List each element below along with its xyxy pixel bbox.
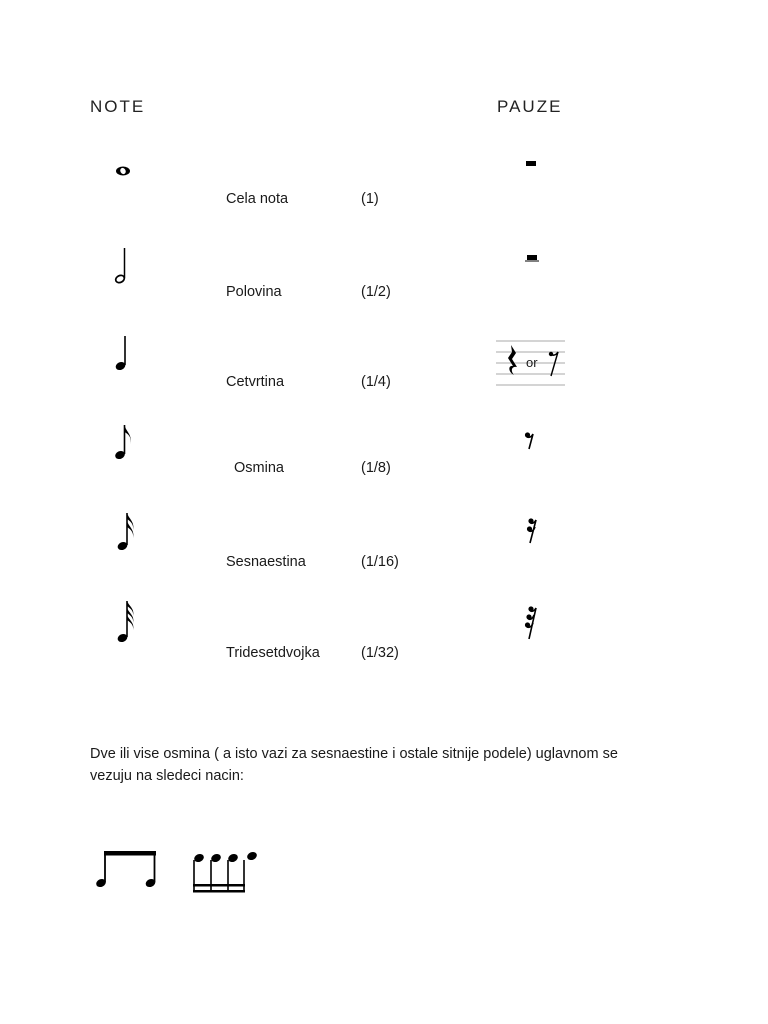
thirty-second-note-icon bbox=[116, 600, 142, 646]
half-rest-icon bbox=[525, 254, 541, 264]
beamed-eighth-notes-icon bbox=[94, 848, 158, 892]
or-label: or bbox=[526, 355, 538, 370]
half-note-value: (1/2) bbox=[361, 284, 391, 300]
paragraph-line-2: vezuju na sledeci nacin: bbox=[90, 768, 244, 784]
eighth-rest-icon bbox=[524, 431, 536, 453]
rests-heading: PAUZE bbox=[497, 97, 563, 116]
eighth-note-icon bbox=[114, 424, 138, 464]
sixteenth-note-icon bbox=[116, 512, 142, 554]
beaming-paragraph bbox=[90, 743, 680, 787]
paragraph-line-1: Dve ili vise osmina ( a isto vazi za sesnaestine i ostale sitnije podele) uglavnom se bbox=[90, 746, 618, 762]
thirty-second-note-label: Tridesetdvojka bbox=[226, 645, 320, 661]
sixteenth-note-value: (1/16) bbox=[361, 554, 399, 570]
thirty-second-rest-icon bbox=[524, 605, 540, 643]
half-note-label: Polovina bbox=[226, 284, 282, 300]
whole-note-icon bbox=[114, 164, 134, 178]
quarter-rest-icon bbox=[506, 344, 520, 384]
sixteenth-note-label: Sesnaestina bbox=[226, 554, 306, 570]
whole-note-label: Cela nota bbox=[226, 191, 289, 207]
notes-heading: NOTE bbox=[90, 97, 146, 116]
half-note-icon bbox=[114, 246, 134, 286]
eighth-note-value: (1/8) bbox=[361, 460, 391, 476]
thirty-second-note-value: (1/32) bbox=[361, 645, 399, 661]
eighth-note-label: Osmina bbox=[234, 460, 284, 476]
whole-note-value: (1) bbox=[361, 191, 379, 207]
quarter-note-label: Cetvrtina bbox=[226, 374, 285, 390]
sixteenth-rest-icon bbox=[526, 517, 540, 547]
whole-rest-icon bbox=[525, 158, 539, 168]
quarter-note-value: (1/4) bbox=[361, 374, 391, 390]
quarter-note-icon bbox=[114, 334, 134, 374]
quarter-rest-box bbox=[496, 339, 566, 389]
alt-quarter-rest-icon bbox=[548, 349, 562, 379]
beamed-sixteenth-notes-icon bbox=[190, 850, 260, 894]
